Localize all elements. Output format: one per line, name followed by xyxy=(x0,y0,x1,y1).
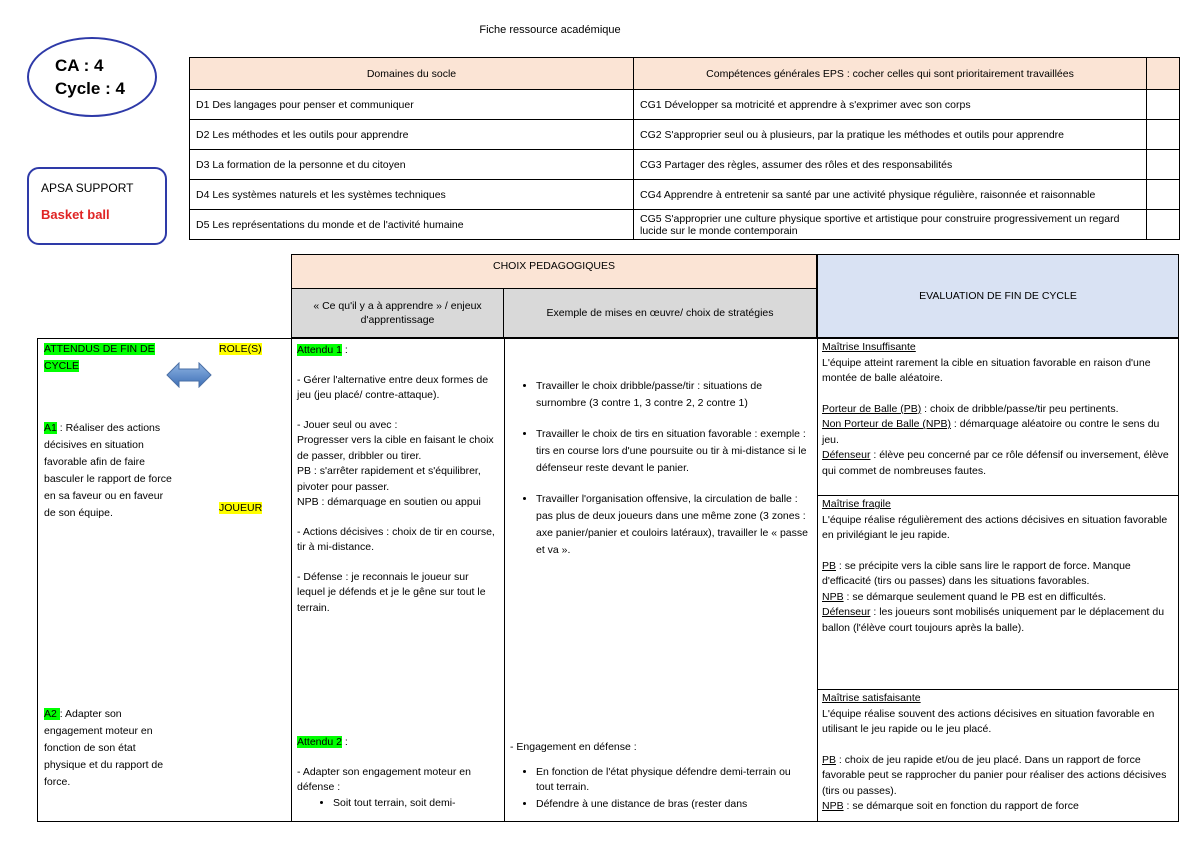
row-divider xyxy=(817,689,1179,690)
competence-cell: CG2 S'approprier seul ou à plusieurs, par la pratique les méthodes et outils pour apprendre xyxy=(634,120,1147,150)
apprendre-p6: • Soit tout terrain, soit demi- xyxy=(333,796,497,812)
double-arrow-icon xyxy=(166,362,212,388)
exemple-header xyxy=(504,288,817,338)
row-divider xyxy=(817,495,1179,496)
eval-level-text: L'équipe atteint rarement la cible en situation favorable en raison d'une montée de balle aléatoire. xyxy=(822,356,1151,384)
exemple-item: • Défendre à une distance de bras (rester dans xyxy=(536,797,810,812)
eval-npb-text: : se démarque seulement quand le PB est en difficultés. xyxy=(843,590,1107,603)
eval-pb-text: : choix de jeu rapide et/ou de jeu placé. Dans un rapport de force favorable peut se rapprocher du panier pour réaliser des actions décisives (tirs ou passes). xyxy=(822,753,1167,797)
eval-npb-text: : se démarque soit en fonction du rapport de force xyxy=(843,800,1079,812)
eval-insuffisante xyxy=(822,340,1172,479)
check-cell[interactable] xyxy=(1147,180,1180,210)
ca-label: CA : 4 xyxy=(55,56,104,75)
eval-npb-label: NPB xyxy=(822,800,844,812)
domaine-cell: D3 La formation de la personne et du citoyen xyxy=(190,150,634,180)
eval-npb-label: NPB xyxy=(822,590,844,603)
check-cell[interactable] xyxy=(1147,150,1180,180)
eval-def-text: : les joueurs sont mobilisés uniquement par le déplacement du ballon (l'élève court toujours après la balle). xyxy=(822,606,1165,634)
eval-satisfaisante xyxy=(822,691,1172,815)
table-row xyxy=(190,150,1180,180)
competence-cell: CG5 S'approprier une culture physique sportive et artistique pour construire progressivement un regard lucide sur le monde contemporain xyxy=(634,210,1147,240)
exemple-item: • Travailler le choix de tirs en situation favorable : exemple : tirs en course lors d'une poursuite ou tir à mi-distance si le défenseur reste devant le panier. xyxy=(536,426,810,477)
eval-level-title: Maîtrise fragile xyxy=(822,498,891,510)
eval-def-text: : élève peu concerné par ce rôle défensif ou inversement, élève qui commet de nombreuses fautes. xyxy=(822,449,1169,477)
domaine-cell: D4 Les systèmes naturels et les systèmes techniques xyxy=(190,180,634,210)
apprendre-column xyxy=(297,343,497,616)
a1-tag: A1 xyxy=(44,422,57,434)
apprendre-p5: - Adapter son engagement moteur en défense : xyxy=(297,765,471,793)
eval-npb-label: Non Porteur de Balle (NPB) xyxy=(822,418,951,430)
roles-column xyxy=(219,341,262,358)
exemple-item: • En fonction de l'état physique défendre demi-terrain ou tout terrain. xyxy=(536,765,810,795)
eval-pb-text: : se précipite vers la cible sans lire le rapport de force. Manque d'efficacité (tirs ou passes) dans les situations favorables. xyxy=(822,559,1131,587)
check-cell[interactable] xyxy=(1147,120,1180,150)
check-cell[interactable] xyxy=(1147,90,1180,120)
apprendre-p2d: NPB : démarquage en soutien ou appui xyxy=(297,496,481,508)
apprendre-p2b: Progresser vers la cible en faisant le choix de passer, dribbler ou tirer. xyxy=(297,434,494,462)
table-row xyxy=(190,180,1180,210)
apprendre-header xyxy=(291,288,504,338)
apprendre-attendu2 xyxy=(297,735,497,811)
eval-pb-label: PB xyxy=(822,753,837,766)
ca-cycle-badge xyxy=(27,37,157,117)
eval-level-title: Maîtrise satisfaisante xyxy=(822,692,921,704)
exemples-column xyxy=(510,378,810,571)
roles-title: ROLE(S) xyxy=(219,343,262,355)
exemple-engagement-label: - Engagement en défense : xyxy=(510,741,637,753)
eval-level-title: Maîtrise Insuffisante xyxy=(822,341,916,353)
choix-pedagogiques-header: CHOIX PEDAGOGIQUES xyxy=(291,254,817,288)
a2-tag: A2 xyxy=(44,708,60,720)
eval-npb-text: : démarquage aléatoire ou contre le sens du jeu. xyxy=(822,418,1160,446)
exemple-item: • Travailler le choix dribble/passe/tir : situations de surnombre (3 contre 1, 3 contre 2, 2 contre 1) xyxy=(536,378,810,412)
column-divider xyxy=(291,338,292,822)
apsa-label: APSA SUPPORT xyxy=(41,181,134,195)
page-title: Fiche ressource académique xyxy=(479,24,621,36)
check-cell[interactable] xyxy=(1147,58,1180,90)
attendus-title: ATTENDUS DE FIN DE CYCLE xyxy=(44,343,155,372)
domaine-cell: D2 Les méthodes et les outils pour apprendre xyxy=(190,120,634,150)
attendu1-suffix: : xyxy=(341,344,348,356)
apprendre-p2a: - Jouer seul ou avec : xyxy=(297,418,398,431)
eval-pb-label: Porteur de Balle (PB) xyxy=(822,402,922,415)
column-divider xyxy=(504,338,505,822)
eval-fragile xyxy=(822,497,1172,636)
competence-cell: CG3 Partager des règles, assumer des rôles et des responsabilités xyxy=(634,150,1147,180)
apprendre-p2c: PB : s'arrêter rapidement et s'équilibrer, pivoter pour passer. xyxy=(297,465,481,493)
socle-header-row xyxy=(190,58,1180,90)
domaines-header: Domaines du socle xyxy=(190,58,634,90)
a1-text: : Réaliser des actions décisives en situation favorable afin de faire basculer le rapport de force en sa faveur ou en faveur de son équipe. xyxy=(44,422,172,519)
attendu2-suffix: : xyxy=(341,736,348,748)
eval-pb-text: : choix de dribble/passe/tir peu pertinents. xyxy=(921,402,1119,415)
table-row xyxy=(190,90,1180,120)
attendu1-tag: Attendu 1 xyxy=(297,344,342,356)
exemple-header-label: Exemple de mises en œuvre/ choix de stratégies xyxy=(546,307,774,319)
apsa-support-box xyxy=(27,167,167,245)
apprendre-p1: - Gérer l'alternative entre deux formes de jeu (jeu placé/ contre-attaque). xyxy=(297,373,489,401)
apsa-sport: Basket ball xyxy=(41,207,110,222)
apprendre-p4: - Défense : je reconnais le joueur sur lequel je défends et je le gêne sur tout le terrain. xyxy=(297,570,486,614)
eval-def-label: Défenseur xyxy=(822,449,871,461)
attendu-a2 xyxy=(44,706,177,791)
domaine-cell: D1 Des langages pour penser et communiquer xyxy=(190,90,634,120)
check-cell[interactable] xyxy=(1147,210,1180,240)
competences-header: Compétences générales EPS : cocher celles qui sont prioritairement travaillées xyxy=(634,58,1147,90)
attendus-column xyxy=(44,341,177,522)
competence-cell: CG1 Développer sa motricité et apprendre à s'exprimer avec son corps xyxy=(634,90,1147,120)
role-joueur xyxy=(219,500,262,517)
apprendre-header-label: « Ce qu'il y a à apprendre » / enjeux d'apprentissage xyxy=(313,300,482,326)
table-row xyxy=(190,120,1180,150)
competence-cell: CG4 Apprendre à entretenir sa santé par une activité physique régulière, raisonnée et raisonnable xyxy=(634,180,1147,210)
exemple-item: • Travailler l'organisation offensive, la circulation de balle : pas plus de deux joueurs dans une même zone (3 zones : axe panier/panier et couloirs latéraux), travailler le « passe et va ». xyxy=(536,491,810,559)
cycle-label: Cycle : 4 xyxy=(55,79,125,98)
evaluation-header xyxy=(817,254,1179,338)
domaine-cell: D5 Les représentations du monde et de l'activité humaine xyxy=(190,210,634,240)
column-divider xyxy=(817,338,818,822)
evaluation-header-label: EVALUATION DE FIN DE CYCLE xyxy=(919,290,1077,302)
socle-table xyxy=(189,57,1180,240)
attendu2-tag: Attendu 2 xyxy=(297,736,342,748)
eval-pb-label: PB xyxy=(822,559,837,572)
role-joueur-label: JOUEUR xyxy=(219,502,263,514)
apprendre-p3: - Actions décisives : choix de tir en course, tir à mi-distance. xyxy=(297,525,495,553)
a2-text: : Adapter son engagement moteur en fonction de son état physique et du rapport de force. xyxy=(44,708,164,788)
eval-level-text: L'équipe réalise régulièrement des actions décisives en situation favorable en privilégiant le jeu rapide. xyxy=(822,513,1168,541)
exemples-engagement xyxy=(510,740,810,812)
table-row xyxy=(190,210,1180,240)
eval-def-label: Défenseur xyxy=(822,606,871,618)
eval-level-text: L'équipe réalise souvent des actions décisives en situation favorable en utilisant le jeu rapide ou le jeu placé. xyxy=(822,707,1155,735)
